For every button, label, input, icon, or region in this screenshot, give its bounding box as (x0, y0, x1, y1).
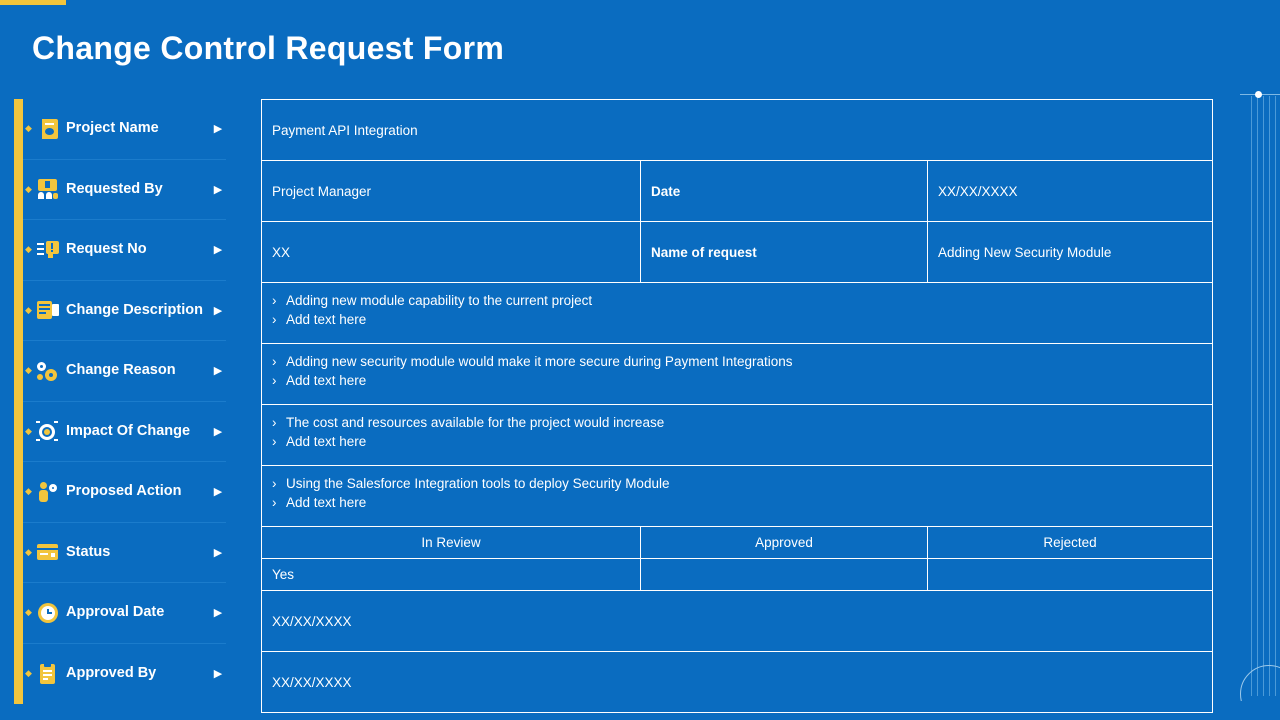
request-no-value[interactable]: XX (262, 222, 641, 282)
list-item (272, 414, 664, 433)
bullet-marker: › (272, 372, 277, 388)
change-reason-list[interactable] (262, 344, 803, 404)
sidebar-item-label: Change Description (66, 301, 203, 318)
list-item (272, 353, 793, 372)
date-value[interactable]: XX/XX/XXXX (938, 183, 1018, 199)
bullet-marker: › (272, 415, 277, 430)
table-row-approved-by (262, 652, 1212, 712)
table-row-impact-of-change (262, 405, 1212, 466)
list-item (272, 372, 793, 391)
sidebar-item-impact-of-change[interactable] (23, 402, 226, 463)
gears-reason-icon (35, 359, 61, 383)
bullet-marker: › (272, 354, 277, 369)
chevron-right-icon: ▶ (213, 244, 223, 257)
list-item-text: Add text here (286, 433, 367, 449)
chevron-right-icon: ▶ (213, 425, 223, 438)
people-question-icon (35, 177, 61, 201)
chevron-right-icon: ▶ (213, 546, 223, 559)
sidebar-bullet: ◆ (25, 244, 32, 255)
list-item-text: The cost and resources available for the project would increase (286, 415, 665, 430)
list-item-text: Adding new security module would make it more secure during Payment Integrations (286, 354, 793, 369)
sidebar-bullet: ◆ (25, 183, 32, 194)
list-item-text: Using the Salesforce Integration tools to deploy Security Module (286, 476, 670, 491)
project-name-value[interactable]: Payment API Integration (272, 122, 418, 138)
sidebar-item-requested-by[interactable] (23, 160, 226, 221)
sidebar-bullet: ◆ (25, 425, 32, 436)
table-row-status-values (262, 559, 1212, 591)
impact-of-change-list[interactable] (262, 405, 674, 465)
table-row-project-name (262, 100, 1212, 161)
list-item (272, 494, 669, 513)
list-item-text: Add text here (286, 311, 367, 327)
sidebar-bullet: ◆ (25, 607, 32, 618)
project-book-icon (35, 117, 61, 141)
sidebar-bullet: ◆ (25, 486, 32, 497)
status-card-icon (35, 540, 61, 564)
sidebar-item-approved-by[interactable] (23, 644, 226, 705)
status-header-in-review: In Review (262, 527, 641, 558)
list-item-text: Adding new module capability to the current project (286, 293, 593, 308)
clock-date-icon (35, 601, 61, 625)
bullet-marker: › (272, 476, 277, 491)
requested-by-value[interactable]: Project Manager (262, 161, 641, 221)
request-list-icon (35, 238, 61, 262)
list-item (272, 292, 592, 311)
sidebar-item-label: Request No (66, 241, 147, 258)
chevron-right-icon: ▶ (213, 365, 223, 378)
sidebar-item-project-name[interactable] (23, 99, 226, 160)
chevron-right-icon: ▶ (213, 123, 223, 136)
status-value-rejected[interactable] (928, 559, 1212, 590)
status-value-approved[interactable] (641, 559, 928, 590)
decorative-circle (1240, 665, 1280, 701)
status-header-rejected: Rejected (1043, 535, 1097, 550)
date-label: Date (641, 161, 928, 221)
sidebar-item-label: Change Reason (66, 362, 176, 379)
bullet-marker: › (272, 433, 277, 449)
chevron-right-icon: ▶ (213, 486, 223, 499)
bullet-marker: › (272, 311, 277, 327)
chevron-right-icon: ▶ (213, 607, 223, 620)
sidebar-bullet: ◆ (25, 123, 32, 134)
sidebar-item-label: Approval Date (66, 604, 165, 621)
list-item-text: Add text here (286, 494, 367, 510)
approved-by-value[interactable]: XX/XX/XXXX (272, 674, 352, 690)
bullet-marker: › (272, 494, 277, 510)
top-accent-bar (0, 0, 66, 5)
sidebar-item-approval-date[interactable] (23, 583, 226, 644)
sidebar-item-status[interactable] (23, 523, 226, 584)
clipboard-check-icon (35, 662, 61, 686)
table-row-proposed-action (262, 466, 1212, 527)
sidebar-bullet: ◆ (25, 365, 32, 376)
description-doc-icon (35, 298, 61, 322)
impact-target-icon (35, 419, 61, 443)
sidebar-item-change-description[interactable] (23, 281, 226, 342)
sidebar-item-label: Requested By (66, 180, 163, 197)
table-row-request-no (262, 222, 1212, 283)
sidebar-bullet: ◆ (25, 668, 32, 679)
sidebar-accent-bar (14, 99, 23, 704)
chevron-right-icon: ▶ (213, 183, 223, 196)
chevron-right-icon: ▶ (213, 304, 223, 317)
decorative-lines (1220, 86, 1280, 701)
list-item-text: Add text here (286, 372, 367, 388)
status-header-approved: Approved (641, 527, 928, 558)
sidebar-item-label: Status (66, 543, 111, 560)
decorative-dot (1255, 91, 1262, 98)
person-action-icon (35, 480, 61, 504)
table-row-change-description (262, 283, 1212, 344)
approval-date-value[interactable]: XX/XX/XXXX (272, 613, 352, 629)
name-of-request-value[interactable]: Adding New Security Module (938, 244, 1112, 260)
sidebar-item-label: Impact Of Change (66, 422, 191, 439)
chevron-right-icon: ▶ (213, 668, 223, 681)
sidebar-item-label: Project Name (66, 120, 159, 137)
table-row-requested-by (262, 161, 1212, 222)
name-of-request-label: Name of request (641, 222, 928, 282)
table-row-status-headers (262, 527, 1212, 559)
change-description-list[interactable] (262, 283, 602, 343)
sidebar-item-label: Proposed Action (66, 483, 182, 500)
list-item (272, 433, 664, 452)
sidebar-item-change-reason[interactable] (23, 341, 226, 402)
sidebar-item-request-no[interactable] (23, 220, 226, 281)
sidebar (14, 99, 226, 704)
table-row-approval-date (262, 591, 1212, 652)
sidebar-bullet: ◆ (25, 304, 32, 315)
status-value-in-review[interactable]: Yes (262, 559, 641, 590)
page-title: Change Control Request Form (32, 30, 505, 66)
sidebar-item-label: Approved By (66, 665, 157, 682)
change-control-form-table (261, 99, 1213, 713)
sidebar-item-proposed-action[interactable] (23, 462, 226, 523)
sidebar-bullet: ◆ (25, 546, 32, 557)
proposed-action-list[interactable] (262, 466, 679, 526)
table-row-change-reason (262, 344, 1212, 405)
bullet-marker: › (272, 293, 277, 308)
list-item (272, 475, 669, 494)
list-item (272, 311, 592, 330)
